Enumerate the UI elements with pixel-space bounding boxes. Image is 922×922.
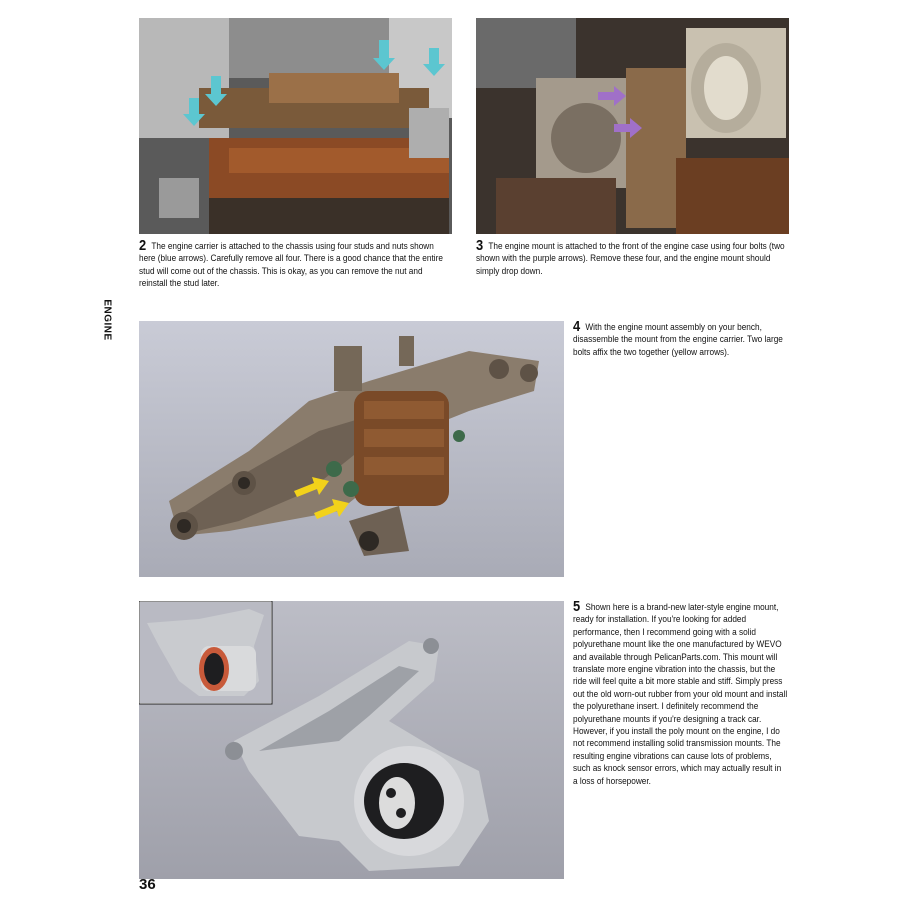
photo-step-3 [476, 18, 789, 234]
caption-step-2 [139, 237, 452, 291]
photo-step-2 [139, 18, 452, 234]
step-text: The engine mount is attached to the front of the engine case using four bolts (two shown with the purple arrows). Remove these four, and the engine mount should simply drop down. [476, 241, 785, 277]
step-text: With the engine mount assembly on your bench, disassemble the mount from the engine carrier. Two large bolts affix the two together (yellow arrows). [573, 322, 783, 358]
step-number: 4 [573, 318, 581, 335]
caption-step-4 [573, 318, 788, 359]
step-text: The engine carrier is attached to the chassis using four studs and nuts shown here (blue arrows). Carefully remove all four. There is a good chance that the entire stud will come out of the chassis. This is okay, as you can remove the nut and reinstall the stud later. [139, 241, 443, 290]
section-tab-label: ENGINE [101, 299, 113, 341]
page-number: 36 [139, 876, 156, 893]
photo-step-5 [139, 601, 564, 879]
step-number: 2 [139, 237, 147, 254]
caption-step-3 [476, 237, 789, 278]
step-number: 3 [476, 237, 484, 254]
photo-step-4 [139, 321, 564, 577]
caption-step-5 [573, 598, 788, 788]
step-text: Shown here is a brand-new later-style engine mount, ready for installation. If you're looking for added performance, then I recommend going with a solid polyurethane mount like the one manufactured by WEVO and available through PelicanParts.com. This mount will translate more engine vibration into the chassis, but the ride will feel quite a bit more stable and stiff. Simply press out the old worn-out rubber from your old mount and install the polyurethane insert. I definitely recommend the polyurethane mounts if you're designing a track car. However, if you install the poly mount on the engine, I do not recommend installing solid transmission mounts. The resulting engine vibrations can cause lots of problems, such as knock sensor errors, which may actually result in a loss of horsepower. [573, 602, 788, 787]
step-number: 5 [573, 598, 581, 615]
section-tab [100, 300, 114, 340]
